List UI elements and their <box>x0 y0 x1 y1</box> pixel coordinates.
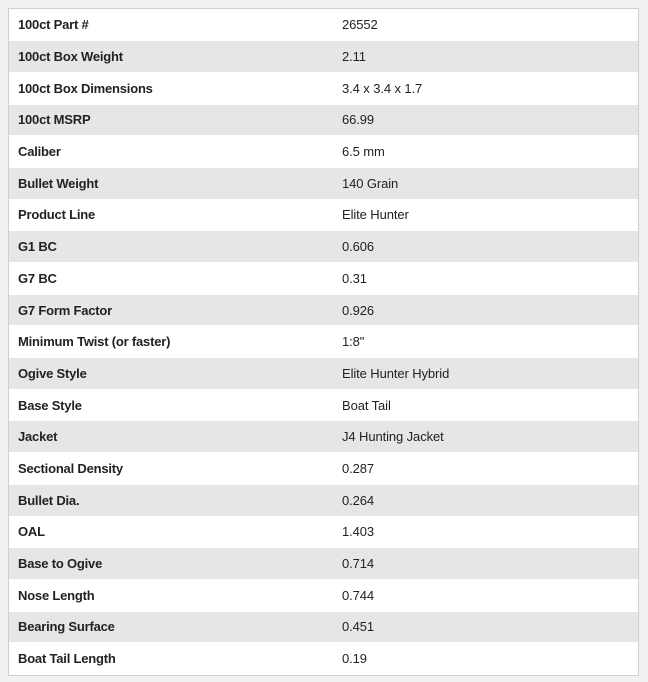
spec-label: Jacket <box>9 421 334 453</box>
table-row <box>9 358 638 390</box>
table-row <box>9 643 638 675</box>
spec-label: Bearing Surface <box>9 611 334 643</box>
table-row <box>9 421 638 453</box>
spec-label: Bullet Weight <box>9 167 334 199</box>
spec-value: 0.31 <box>334 263 638 295</box>
table-row <box>9 104 638 136</box>
spec-value: J4 Hunting Jacket <box>334 421 638 453</box>
table-row <box>9 167 638 199</box>
spec-label: G7 BC <box>9 263 334 295</box>
spec-label: Caliber <box>9 136 334 168</box>
table-row <box>9 516 638 548</box>
table-row <box>9 9 638 41</box>
table-row <box>9 136 638 168</box>
table-row <box>9 611 638 643</box>
spec-value: 0.264 <box>334 484 638 516</box>
spec-value: 3.4 x 3.4 x 1.7 <box>334 72 638 104</box>
spec-value: 0.714 <box>334 548 638 580</box>
spec-label: Nose Length <box>9 579 334 611</box>
spec-value: 1:8" <box>334 326 638 358</box>
spec-table-container <box>8 8 639 676</box>
spec-label: 100ct MSRP <box>9 104 334 136</box>
spec-label: Boat Tail Length <box>9 643 334 675</box>
spec-label: Base Style <box>9 389 334 421</box>
spec-label: 100ct Part # <box>9 9 334 41</box>
table-row <box>9 389 638 421</box>
spec-label: Bullet Dia. <box>9 484 334 516</box>
spec-label: Minimum Twist (or faster) <box>9 326 334 358</box>
spec-value: 1.403 <box>334 516 638 548</box>
spec-table <box>9 9 638 675</box>
table-row <box>9 548 638 580</box>
spec-label: Sectional Density <box>9 453 334 485</box>
table-row <box>9 326 638 358</box>
table-row <box>9 263 638 295</box>
spec-value: Elite Hunter Hybrid <box>334 358 638 390</box>
spec-label: OAL <box>9 516 334 548</box>
spec-value: 0.606 <box>334 231 638 263</box>
spec-label: Base to Ogive <box>9 548 334 580</box>
spec-value: 0.926 <box>334 294 638 326</box>
table-row <box>9 484 638 516</box>
spec-value: 0.19 <box>334 643 638 675</box>
spec-label: G7 Form Factor <box>9 294 334 326</box>
spec-label: 100ct Box Weight <box>9 41 334 73</box>
spec-label: Product Line <box>9 199 334 231</box>
table-row <box>9 199 638 231</box>
spec-value: 2.11 <box>334 41 638 73</box>
table-row <box>9 231 638 263</box>
spec-value: Boat Tail <box>334 389 638 421</box>
table-row <box>9 453 638 485</box>
spec-label: 100ct Box Dimensions <box>9 72 334 104</box>
spec-value: 66.99 <box>334 104 638 136</box>
spec-label: G1 BC <box>9 231 334 263</box>
spec-value: 140 Grain <box>334 167 638 199</box>
spec-value: 26552 <box>334 9 638 41</box>
table-row <box>9 579 638 611</box>
spec-value: 0.744 <box>334 579 638 611</box>
spec-value: Elite Hunter <box>334 199 638 231</box>
spec-value: 0.451 <box>334 611 638 643</box>
spec-value: 0.287 <box>334 453 638 485</box>
spec-table-body <box>9 9 638 674</box>
table-row <box>9 41 638 73</box>
table-row <box>9 72 638 104</box>
table-row <box>9 294 638 326</box>
spec-label: Ogive Style <box>9 358 334 390</box>
spec-value: 6.5 mm <box>334 136 638 168</box>
